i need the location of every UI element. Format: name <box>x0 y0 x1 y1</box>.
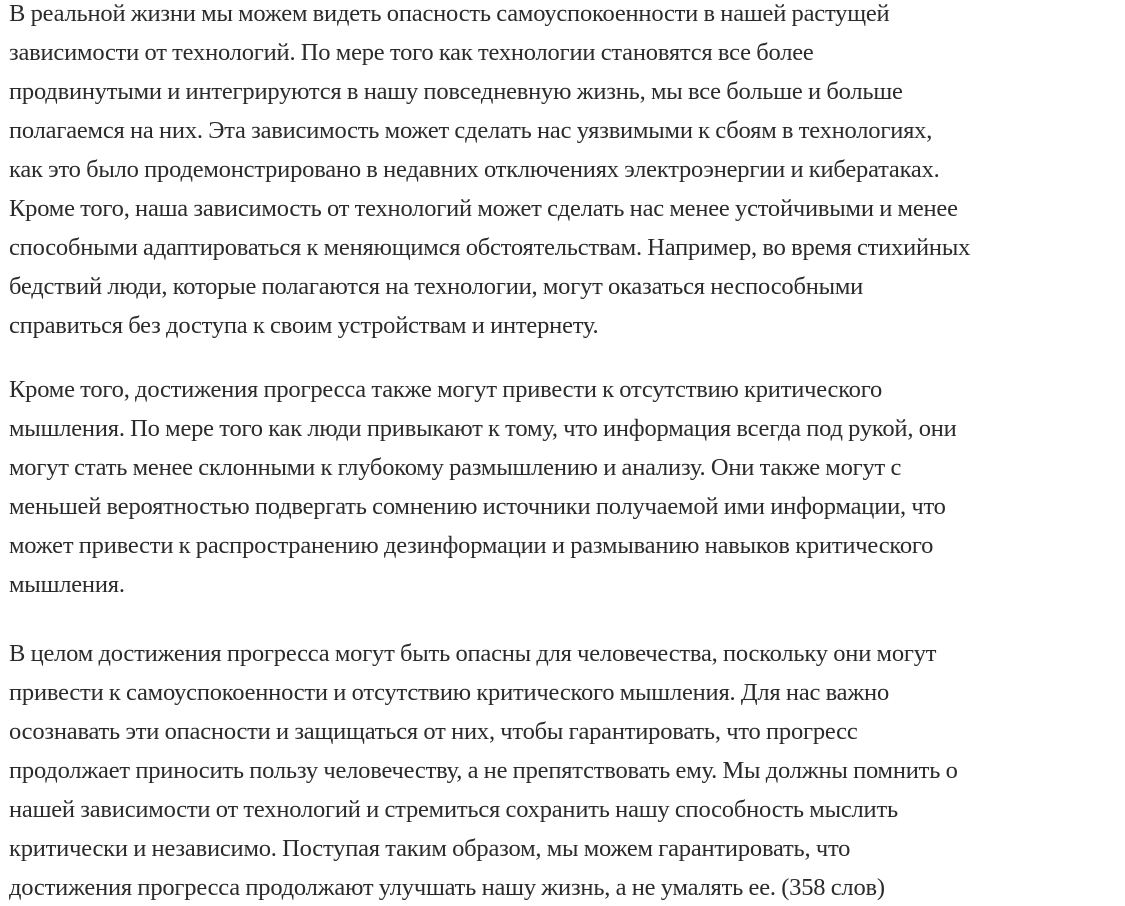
text-line: достижения прогресса продолжают улучшать нашу жизнь, а не умалять ее. (358 слов) <box>9 874 885 901</box>
text-line: бедствий люди, которые полагаются на технологии, могут оказаться неспособными <box>9 273 864 300</box>
text-line: осознавать эти опасности и защищаться от них, чтобы гарантировать, что прогресс <box>9 718 858 745</box>
essay-document <box>9 0 1125 906</box>
text-line: меньшей вероятностью подвергать сомнению источники получаемой ими информации, что <box>9 493 946 520</box>
text-line: способными адаптироваться к меняющимся обстоятельствам. Например, во время стихийных <box>9 234 971 261</box>
text-line: продолжает приносить пользу человечеству, а не препятствовать ему. Мы должны помнить о <box>9 757 958 784</box>
text-line: критически и независимо. Поступая таким образом, мы можем гарантировать, что <box>9 835 851 862</box>
paragraph-3 <box>9 634 1125 906</box>
text-line: справиться без доступа к своим устройствам и интернету. <box>9 312 599 339</box>
text-line: продвинутыми и интегрируются в нашу повседневную жизнь, мы все больше и больше <box>9 78 903 105</box>
text-line: В реальной жизни мы можем видеть опасность самоуспокоенности в нашей растущей <box>9 0 890 27</box>
text-line: зависимости от технологий. По мере того как технологии становятся все более <box>9 39 814 66</box>
text-line: как это было продемонстрировано в недавних отключениях электроэнергии и кибератаках. <box>9 156 940 183</box>
text-line: Кроме того, наша зависимость от технологий может сделать нас менее устойчивыми и менее <box>9 195 958 222</box>
text-line: Кроме того, достижения прогресса также могут привести к отсутствию критического <box>9 376 882 403</box>
text-line: могут стать менее склонными к глубокому размышлению и анализу. Они также могут с <box>9 454 902 481</box>
text-line: В целом достижения прогресса могут быть опасны для человечества, поскольку они могут <box>9 640 937 667</box>
text-line: нашей зависимости от технологий и стремиться сохранить нашу способность мыслить <box>9 796 898 823</box>
text-line: мышления. <box>9 571 125 598</box>
text-line: мышления. По мере того как люди привыкают к тому, что информация всегда под рукой, они <box>9 415 957 442</box>
text-line: полагаемся на них. Эта зависимость может сделать нас уязвимыми к сбоям в технологиях, <box>9 117 933 144</box>
text-line: привести к самоуспокоенности и отсутствию критического мышления. Для нас важно <box>9 679 890 706</box>
paragraph-2 <box>9 370 1125 604</box>
text-line: может привести к распространению дезинформации и размыванию навыков критического <box>9 532 934 559</box>
paragraph-1 <box>9 0 1125 345</box>
